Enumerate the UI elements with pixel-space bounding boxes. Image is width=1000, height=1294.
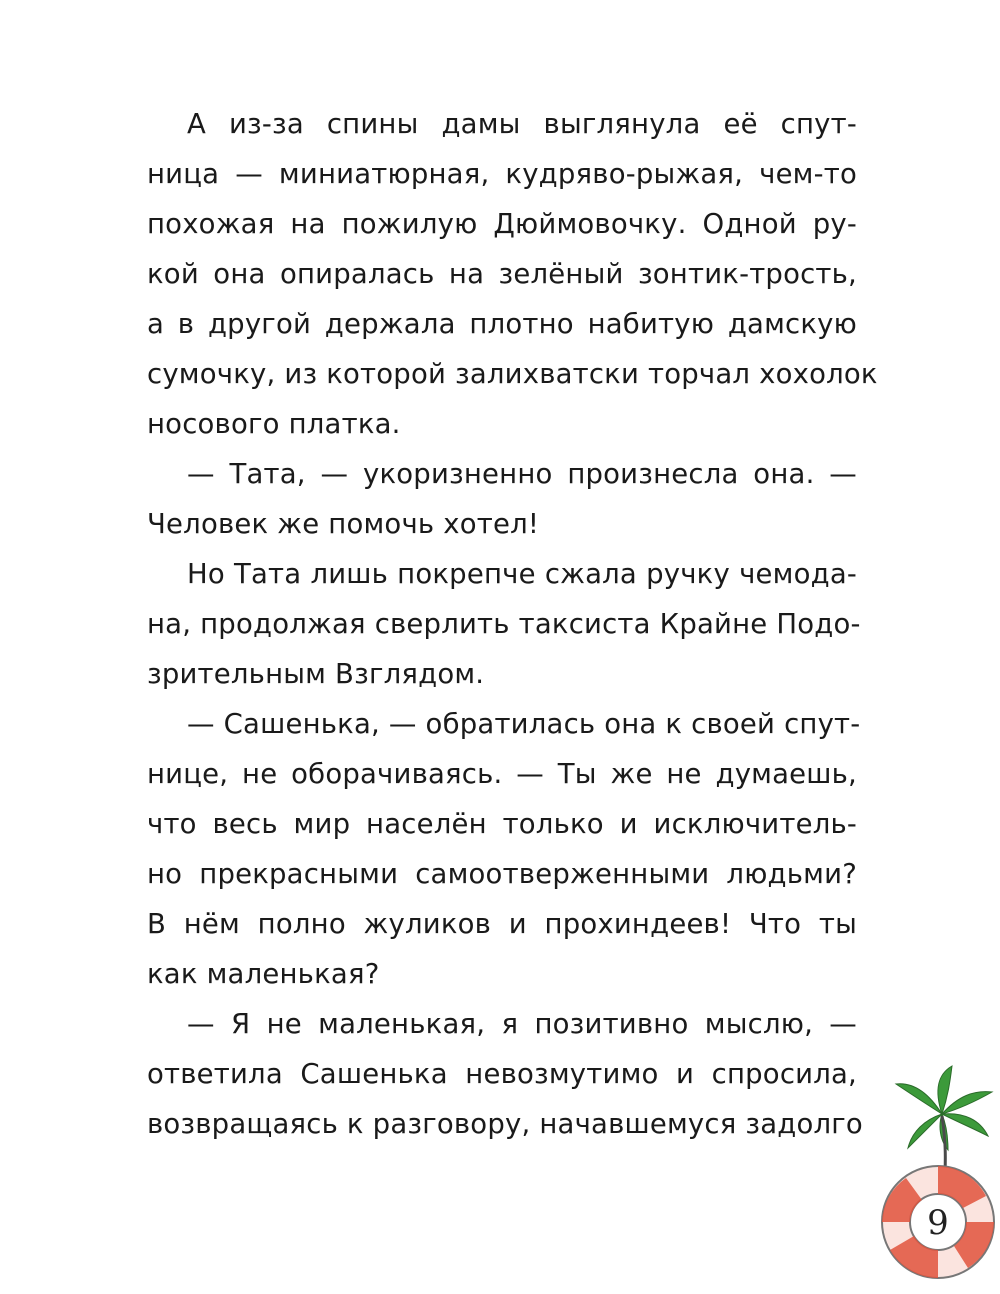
text-line: кой она опиралась на зелёный зонтик-трость,	[147, 258, 857, 290]
text-line: ница — миниатюрная, кудряво-рыжая, чем-то	[147, 158, 857, 190]
text-line: похожая на пожилую Дюймовочку. Одной ру-	[147, 208, 857, 240]
text-line: на, продолжая сверлить таксиста Крайне Подо-	[147, 608, 861, 640]
text-line: что весь мир населён только и исключитель-	[147, 808, 857, 840]
text-line: сумочку, из которой залихватски торчал хохолок	[147, 358, 878, 390]
text-line: В нём полно жуликов и прохиндеев! Что ты	[147, 908, 857, 940]
palm-tree-lifebuoy-icon	[868, 1062, 1000, 1294]
text-line: но прекрасными самоотверженными людьми?	[147, 858, 857, 890]
text-line: — Сашенька, — обратилась она к своей спут-	[187, 708, 861, 740]
text-line: зрительным Взглядом.	[147, 658, 485, 690]
text-line: А из-за спины дамы выглянула её спут-	[187, 108, 857, 140]
text-line: ответила Сашенька невозмутимо и спросила,	[147, 1058, 857, 1090]
text-line: Но Тата лишь покрепче сжала ручку чемода-	[187, 558, 857, 590]
text-line: а в другой держала плотно набитую дамскую	[147, 308, 857, 340]
text-line: возвращаясь к разговору, начавшемуся задолго	[147, 1108, 863, 1140]
body-text	[147, 99, 878, 1149]
text-line: Человек же помочь хотел!	[147, 508, 540, 540]
text-line: — Я не маленькая, я позитивно мыслю, —	[187, 1008, 857, 1040]
text-line: нице, не оборачиваясь. — Ты же не думаешь,	[147, 758, 857, 790]
text-line: носового платка.	[147, 408, 401, 440]
page-number: 9	[927, 1203, 949, 1243]
text-line: как маленькая?	[147, 958, 380, 990]
text-line: — Тата, — укоризненно произнесла она. —	[187, 458, 857, 490]
